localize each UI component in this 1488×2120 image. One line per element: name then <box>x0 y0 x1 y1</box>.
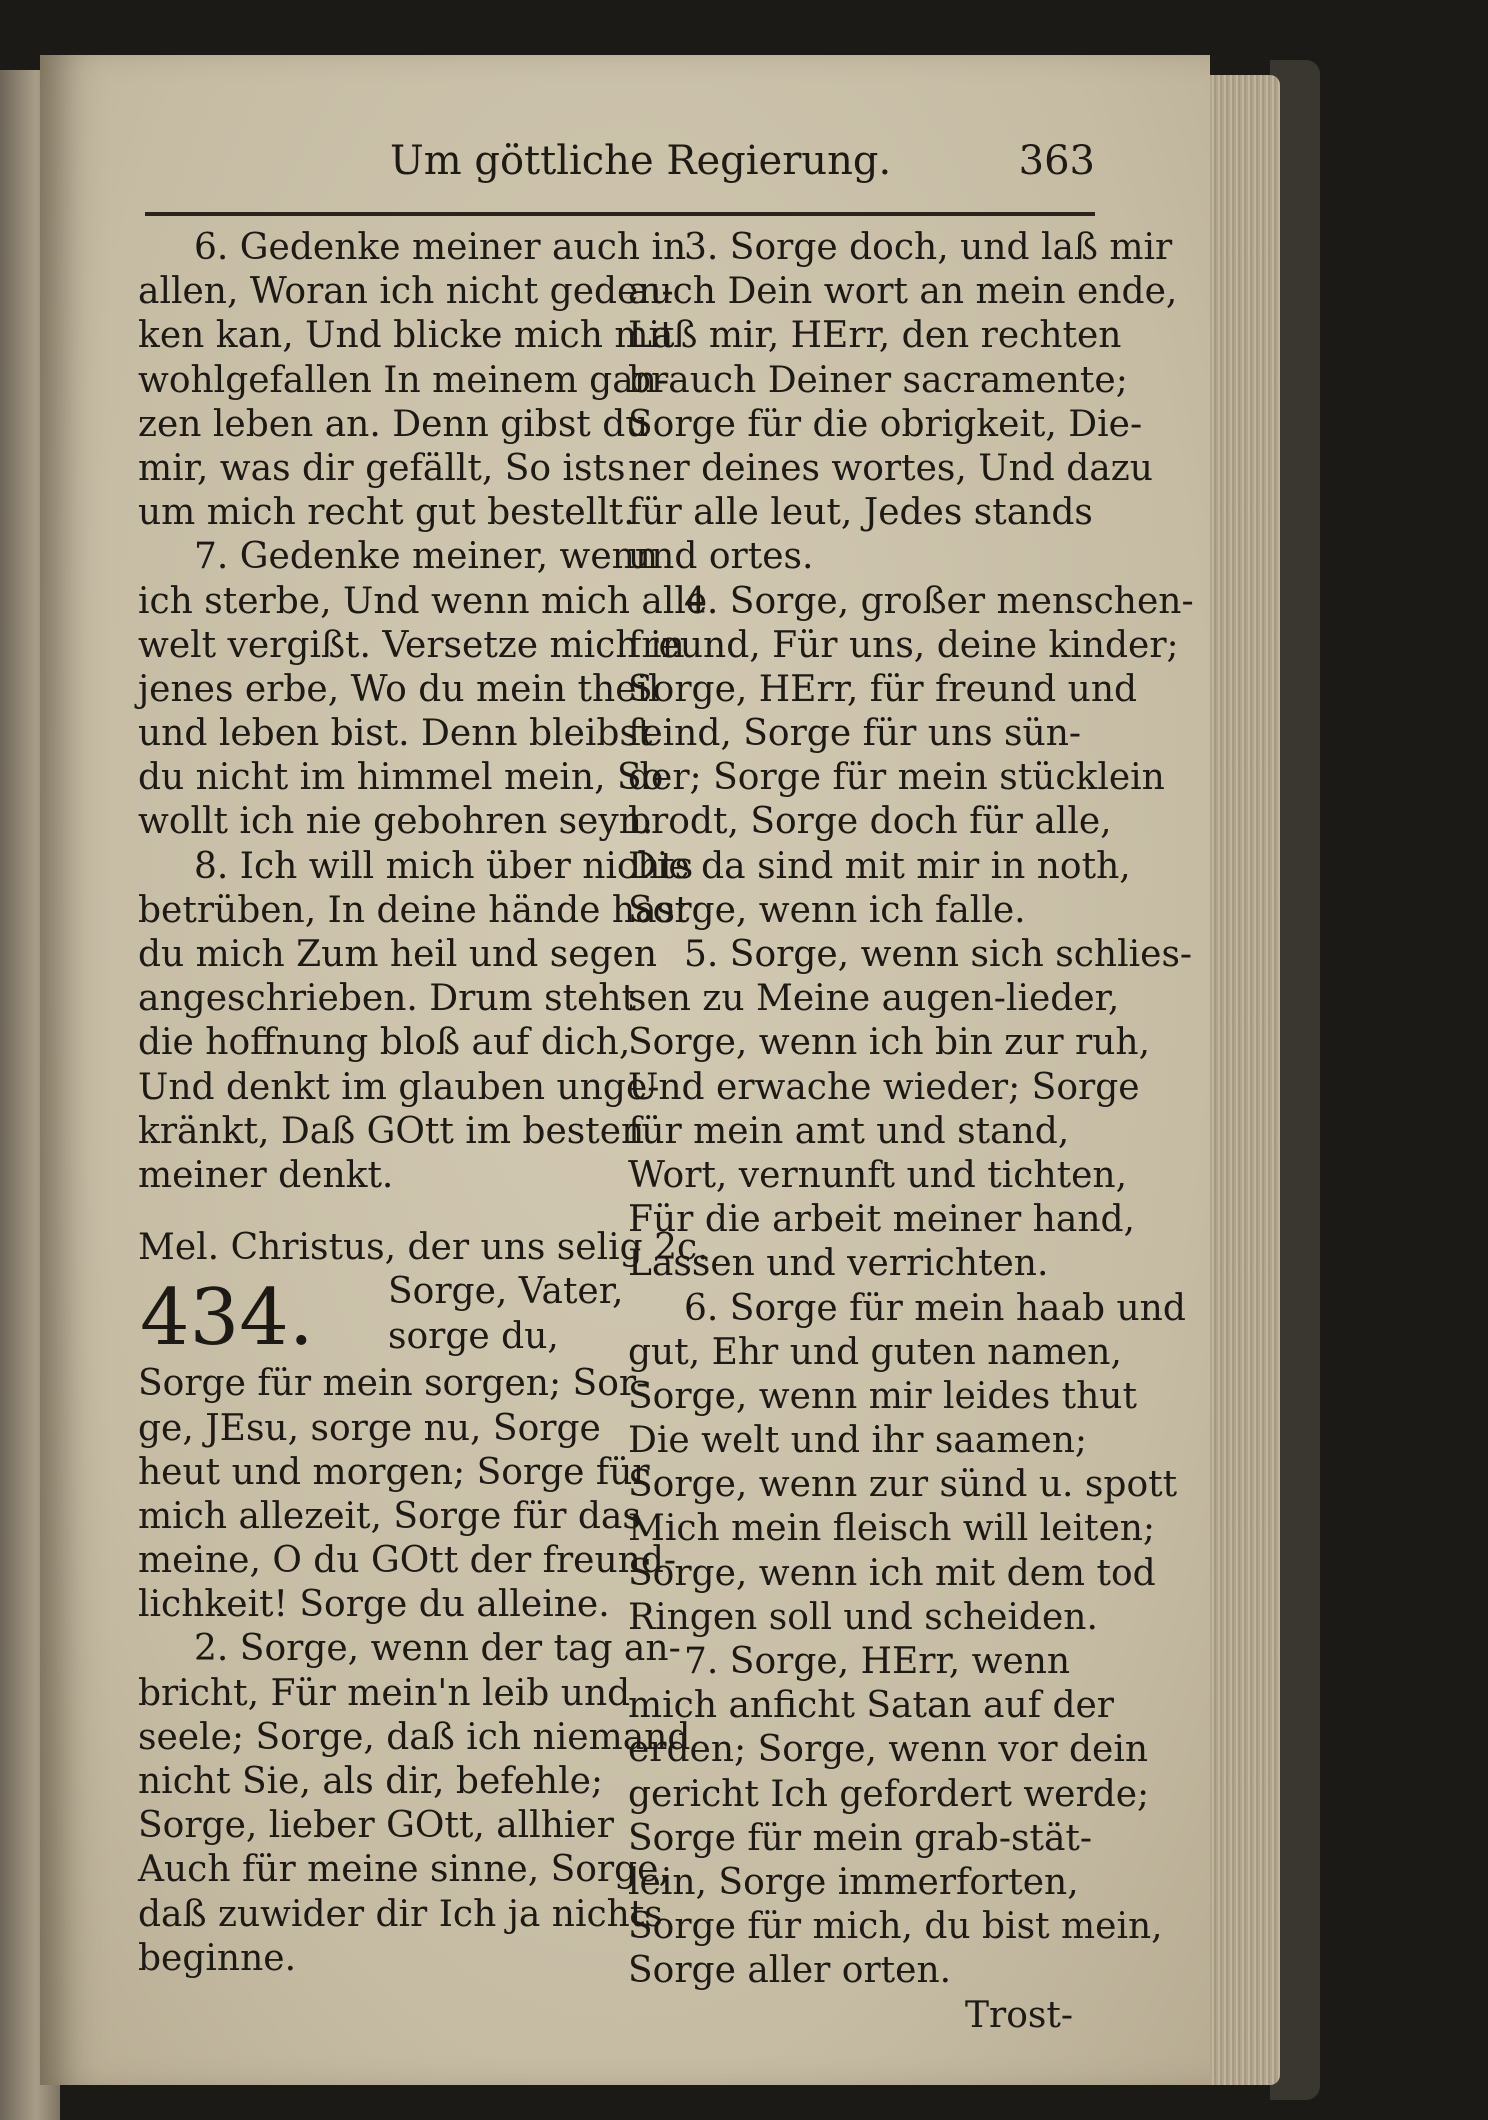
text-line: jenes erbe, Wo du mein theil <box>138 668 660 710</box>
text-line: mich allezeit, Sorge für das <box>138 1495 641 1537</box>
page-header <box>140 138 1100 208</box>
text-line: 6. Sorge für mein haab und <box>684 1287 1186 1329</box>
hymn-heading <box>138 1270 624 1364</box>
text-line: Sorge für mein sorgen; Sor- <box>138 1363 649 1405</box>
stanza-4 <box>628 580 1194 934</box>
text-line: Sorge aller orten. <box>628 1950 952 1992</box>
text-line: und ortes. <box>628 536 814 578</box>
hymn-opening <box>388 1270 623 1358</box>
text-line: 5. Sorge, wenn sich schlies- <box>684 934 1193 975</box>
text-line: sen zu Meine augen-lieder, <box>628 978 1120 1020</box>
running-title: Um göttliche Regierung. <box>390 138 892 184</box>
text-line: um mich recht gut bestellt. <box>138 492 635 534</box>
stanza-1 <box>138 1362 677 1627</box>
text-line: bricht, Für mein'n leib und <box>138 1672 631 1714</box>
text-line: und leben bist. Denn bleibst <box>138 713 653 755</box>
section-gap <box>138 1198 593 1226</box>
text-line: Auch für meine sinne, Sorge, <box>138 1849 670 1891</box>
text-line: wollt ich nie gebohren seyn. <box>138 801 654 843</box>
header-rule <box>145 212 1095 216</box>
text-line: wohlgefallen In meinem gan- <box>138 359 670 401</box>
text-line: beginne. <box>138 1937 297 1979</box>
stanza-7-right <box>628 1640 1163 1994</box>
text-line: Mich mein fleisch will leiten; <box>628 1508 1156 1550</box>
text-line: Sorge, wenn mir leides thut <box>628 1375 1137 1417</box>
text-line: allen, Woran ich nicht geden- <box>138 271 674 313</box>
text-line: nicht Sie, als dir, befehle; <box>138 1761 604 1802</box>
text-line: erden; Sorge, wenn vor dein <box>628 1729 1149 1771</box>
text-line: Sorge für mich, du bist mein, <box>628 1906 1163 1948</box>
text-line: Sorge, wenn ich falle. <box>628 889 1026 931</box>
text-line: ich sterbe, Und wenn mich alle <box>138 580 708 622</box>
text-line: du mich Zum heil und segen <box>138 934 658 975</box>
text-line: gericht Ich gefordert werde; <box>628 1773 1150 1815</box>
text-line: Für die arbeit meiner hand, <box>628 1199 1135 1241</box>
text-line: sorge du, <box>388 1315 559 1357</box>
hymn-number: 434. <box>140 1273 314 1364</box>
text-line: auch Dein wort an mein ende, <box>628 271 1178 313</box>
text-line: Die welt und ihr saamen; <box>628 1420 1088 1462</box>
text-line: lichkeit! Sorge du alleine. <box>138 1584 610 1626</box>
text-line: Und erwache wieder; Sorge <box>628 1066 1140 1108</box>
text-line: die hoffnung bloß auf dich, <box>138 1022 631 1064</box>
text-line: kränkt, Daß GOtt im besten <box>138 1110 645 1152</box>
text-line: 4. Sorge, großer menschen- <box>684 580 1194 622</box>
text-line: ner deines wortes, Und dazu <box>628 447 1153 489</box>
text-line: meiner denkt. <box>138 1154 394 1196</box>
text-line: Sorge für mein grab-stät- <box>628 1817 1093 1859</box>
stanza-6 <box>138 226 687 535</box>
text-line: 7. Gedenke meiner, wenn <box>194 536 659 578</box>
text-line: für alle leut, Jedes stands <box>628 492 1093 534</box>
stanza-3 <box>628 226 1178 580</box>
text-line: du nicht im himmel mein, So <box>138 757 664 799</box>
page-number: 363 <box>1018 138 1095 184</box>
stanza-6-right <box>628 1287 1186 1641</box>
text-line: heut und morgen; Sorge für <box>138 1451 650 1493</box>
text-line: seele; Sorge, daß ich niemand <box>138 1716 691 1758</box>
text-line: 6. Gedenke meiner auch in <box>194 227 687 268</box>
text-line: freund, Für uns, deine kinder; <box>628 624 1179 666</box>
right-column <box>628 226 1194 2038</box>
text-line: Sorge, HErr, für freund und <box>628 668 1138 710</box>
text-line: 7. Sorge, HErr, wenn <box>684 1641 1071 1682</box>
text-line: daß zuwider dir Ich ja nichts <box>138 1893 663 1935</box>
left-column <box>138 226 709 1981</box>
stanza-2 <box>138 1627 691 1981</box>
melody-line: Mel. Christus, der uns selig 2c. <box>138 1227 709 1269</box>
text-line: angeschrieben. Drum steht <box>138 978 637 1020</box>
text-line: 8. Ich will mich über nichts <box>194 845 694 887</box>
text-line: der; Sorge für mein stücklein <box>628 757 1165 799</box>
stanza-7 <box>138 535 708 844</box>
page-block-edge <box>1205 75 1280 2085</box>
text-line: welt vergißt. Versetze mich in <box>138 624 685 666</box>
text-line: brodt, Sorge doch für alle, <box>628 801 1112 843</box>
text-line: 3. Sorge doch, und laß mir <box>684 227 1173 268</box>
text-line: Laß mir, HErr, den rechten <box>628 315 1122 357</box>
text-line: Lassen und verrichten. <box>628 1243 1049 1285</box>
stanza-5 <box>628 933 1193 1287</box>
text-line: für mein amt und stand, <box>628 1110 1070 1152</box>
text-line: brauch Deiner sacramente; <box>628 359 1128 401</box>
catchword: Trost- <box>965 1994 1073 2036</box>
text-line: lein, Sorge immerforten, <box>628 1861 1079 1903</box>
text-line: mir, was dir gefällt, So ists <box>138 447 626 489</box>
text-line: Sorge für die obrigkeit, Die- <box>628 403 1143 445</box>
text-line: Sorge, wenn zur sünd u. spott <box>628 1464 1178 1506</box>
text-line: Sorge, wenn ich bin zur ruh, <box>628 1022 1151 1064</box>
text-line: mich anficht Satan auf der <box>628 1685 1115 1727</box>
text-line: meine, O du GOtt der freund- <box>138 1540 677 1582</box>
text-line: feind, Sorge für uns sün- <box>628 713 1082 755</box>
text-line: gut, Ehr und guten namen, <box>628 1331 1122 1373</box>
text-line: Sorge, lieber GOtt, allhier <box>138 1805 614 1847</box>
stanza-8 <box>138 845 694 1199</box>
text-line: Ringen soll und scheiden. <box>628 1596 1098 1638</box>
text-line: Und denkt im glauben unge- <box>138 1066 660 1108</box>
text-line: Sorge, wenn ich mit dem tod <box>628 1552 1156 1594</box>
text-line: ken kan, Und blicke mich mit <box>138 315 675 357</box>
text-line: ge, JEsu, sorge nu, Sorge <box>138 1407 601 1449</box>
text-line: zen leben an. Denn gibst du <box>138 403 649 445</box>
text-line: betrüben, In deine hände hast <box>138 889 690 931</box>
text-line: 2. Sorge, wenn der tag an- <box>194 1628 681 1670</box>
text-line: Wort, vernunft und tichten, <box>628 1154 1128 1196</box>
text-line: Sorge, Vater, <box>388 1271 624 1313</box>
text-line: Die da sind mit mir in noth, <box>628 845 1131 887</box>
